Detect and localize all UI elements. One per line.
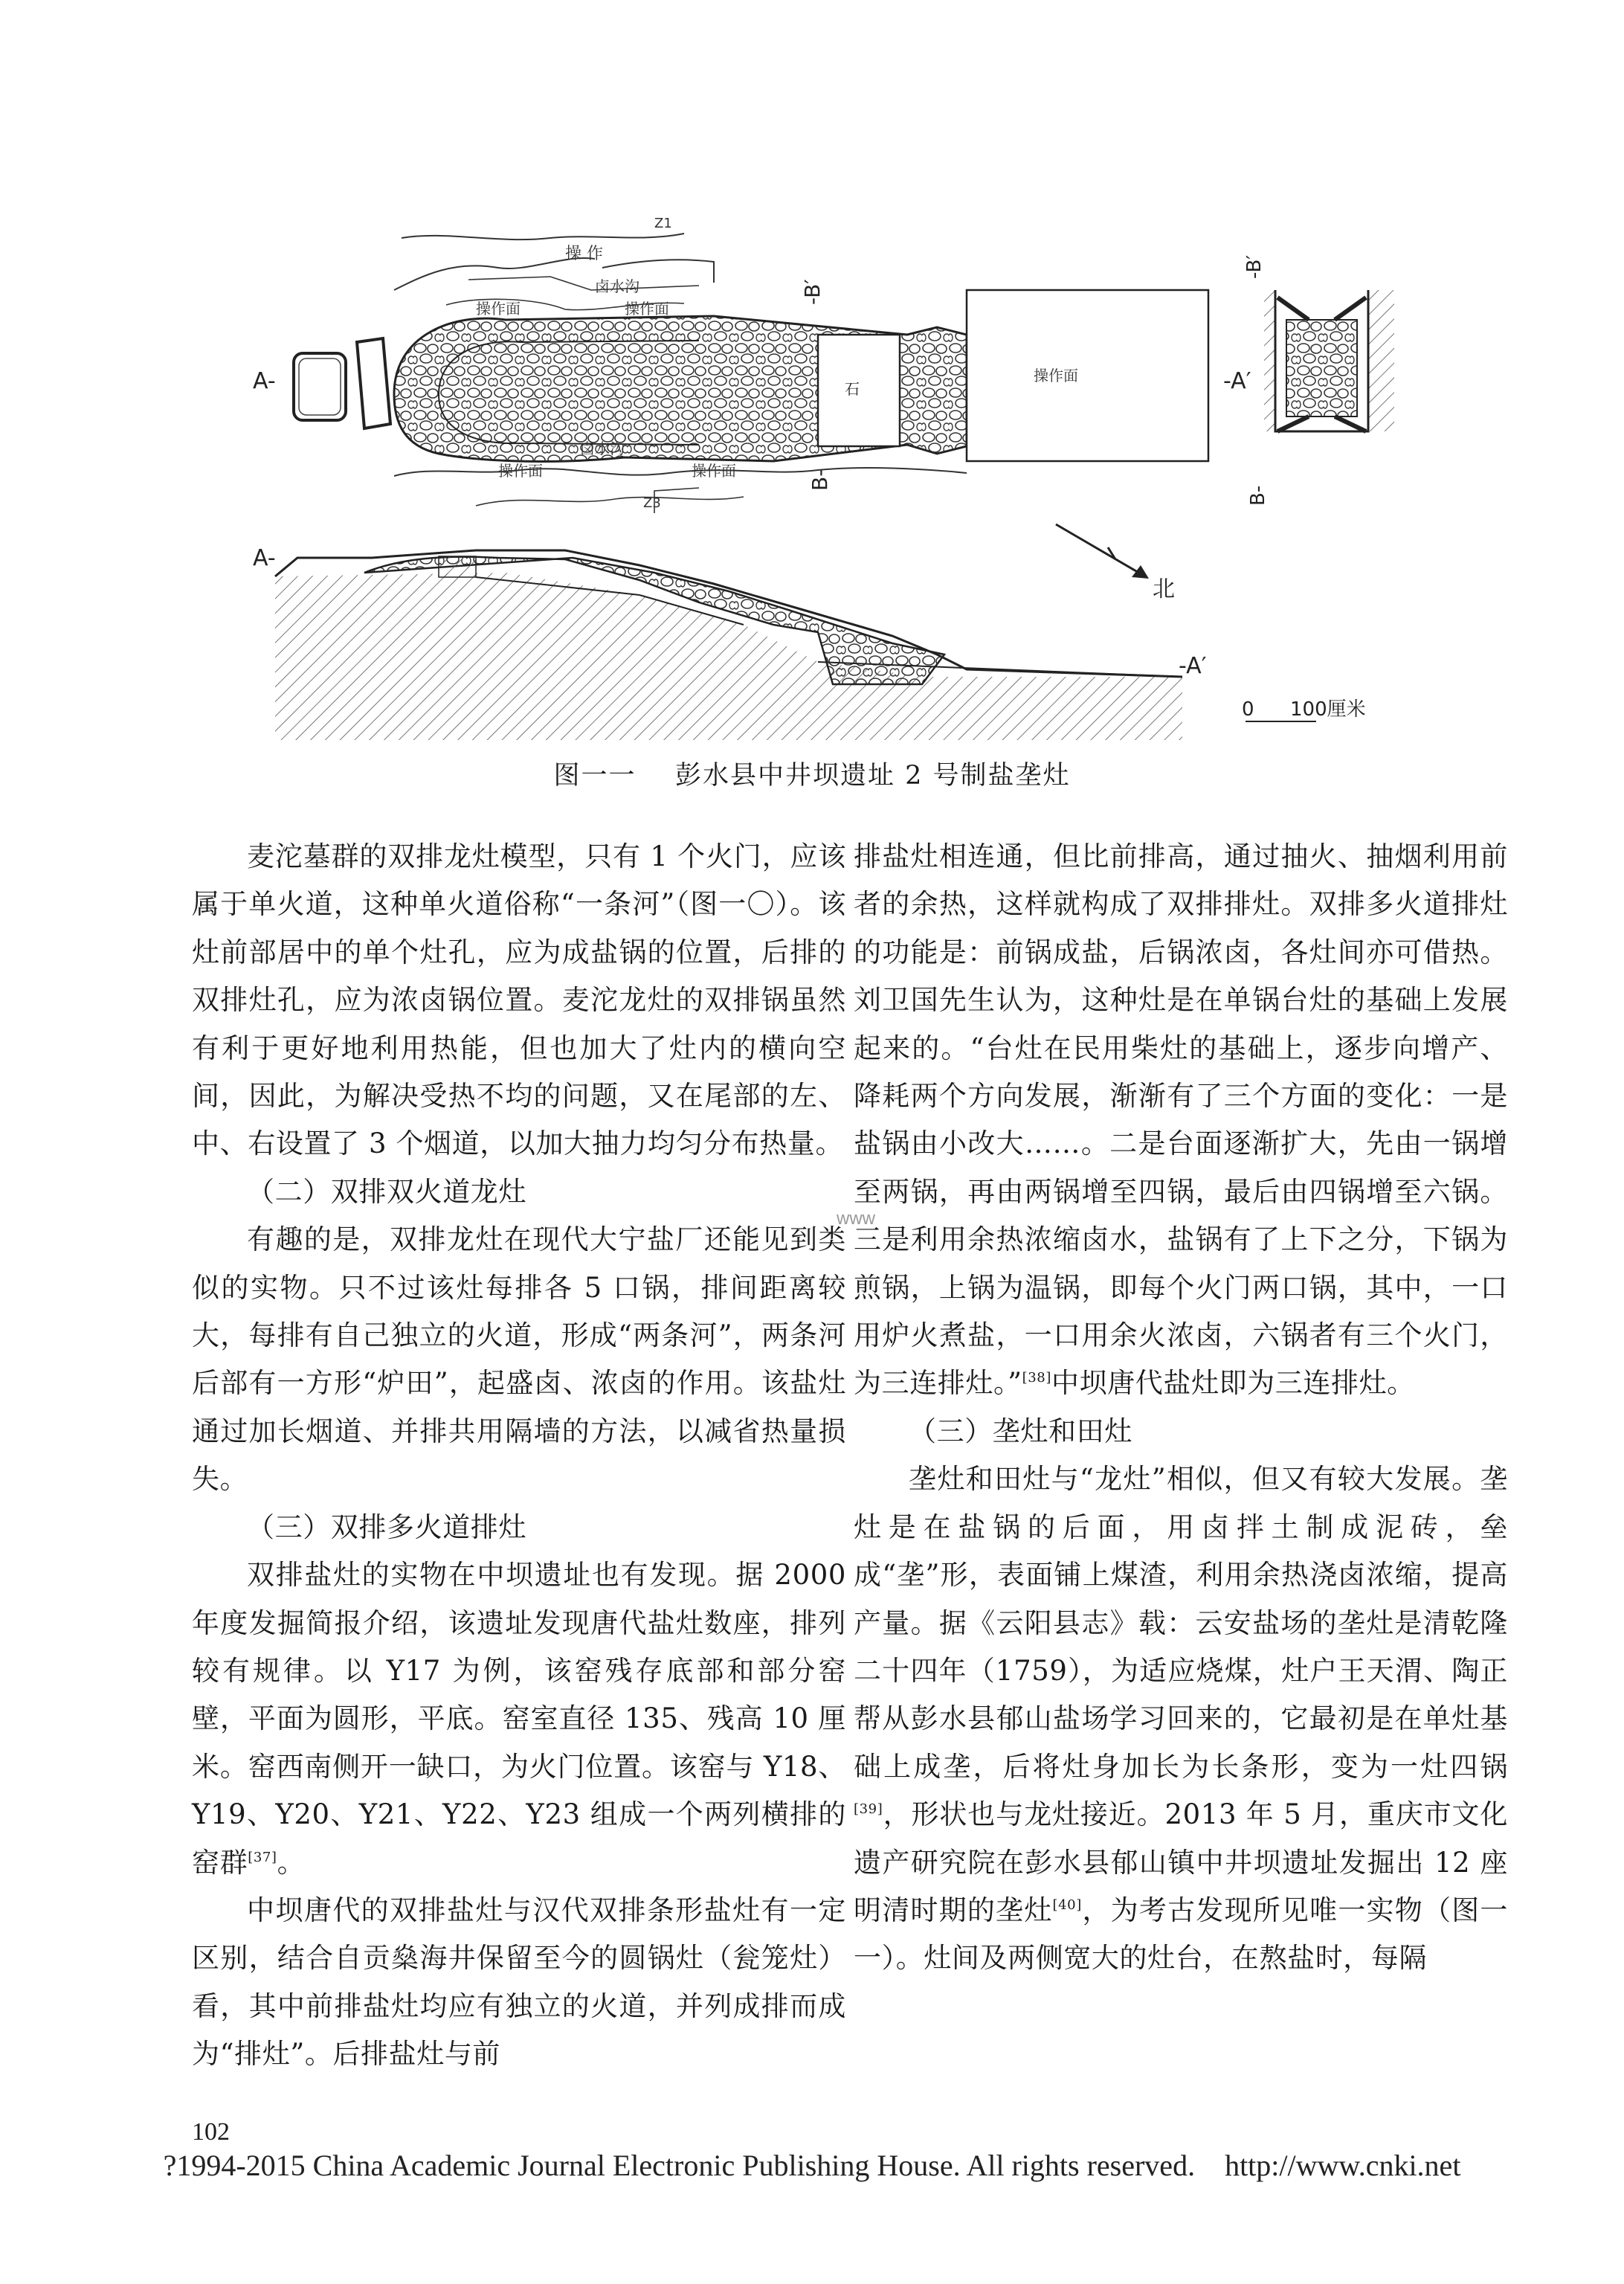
label-b-bottom: B- bbox=[808, 469, 832, 491]
paragraph-tail: ，为考古发现所见唯一实物（图一一）。灶间及两侧宽大的灶台，在熬盐时，每隔 bbox=[854, 1894, 1509, 1975]
label-brine-top: 卤水沟 bbox=[595, 277, 639, 295]
label-op-right-bottom: 操作面 bbox=[692, 462, 736, 480]
section-label-a-right: -A′ bbox=[1179, 653, 1207, 679]
citation-ref: [38] bbox=[1022, 1370, 1051, 1386]
label-b-sec-top: -B′ bbox=[1243, 254, 1266, 279]
stone-mark: 石 bbox=[845, 380, 860, 398]
label-z3: Z3 bbox=[643, 495, 661, 511]
label-op-right-top: 操作面 bbox=[625, 300, 669, 318]
north-arrow bbox=[1056, 524, 1175, 602]
label-b-sec-bottom: B- bbox=[1247, 485, 1269, 506]
north-label: 北 bbox=[1153, 576, 1175, 602]
label-a-right: -A′ bbox=[1223, 368, 1251, 394]
paragraph-text: 双排盐灶的实物在中坝遗址也有发现。据 2000 年度发掘简报介绍，该遗址发现唐代盐灶数座，排列较有规律。以 Y17 为例，该窑残存底部和部分窑壁，平面为圆形，平底。窑室直径 135、残高 10 厘米。窑西南侧开一缺口，为火门位置。该窑与 Y18、Y19、Y20、Y21、Y22、Y23 组成一个两列横排的窑群 bbox=[192, 1559, 846, 1879]
label-z1: Z1 bbox=[654, 216, 672, 231]
citation-ref: [39] bbox=[854, 1801, 883, 1818]
label-a-left: A- bbox=[253, 368, 276, 394]
plan-view bbox=[253, 216, 1251, 513]
paragraph-tail: 中坝唐代盐灶即为三连排灶。 bbox=[1051, 1367, 1415, 1400]
paragraph: 中坝唐代的双排盐灶与汉代双排条形盐灶有一定区别，结合自贡燊海井保留至今的圆锅灶（瓮笼灶）看，其中前排盐灶均应有独立的火道，并列成排而成为“排灶”。后排盐灶与前 bbox=[192, 1894, 846, 2071]
paragraph-text: 垄灶和田灶与“龙灶”相似，但又有较大发展。垄灶是在盐锅的后面，用卤拌土制成泥砖，垒成“垄”形，表面铺上煤渣，利用余热浇卤浓缩，提高产量。据《云阳县志》载：云安盐场的垄灶是清乾隆二十四年（1759），为适应烧煤，灶户王天渭、陶正帮从彭水县郁山盐场学习回来的，它最初是在单灶基础上成垄，后将灶身加长为长条形，变为一灶四锅 bbox=[854, 1463, 1508, 1783]
left-column bbox=[192, 833, 846, 2079]
section-heading: （二）双排双火道龙灶 bbox=[247, 1175, 526, 1208]
section-label-a-left: A- bbox=[253, 545, 276, 571]
paragraph bbox=[854, 833, 1508, 1408]
scale-zero: 0 bbox=[1242, 698, 1254, 721]
citation-ref: [37] bbox=[248, 1849, 277, 1865]
right-column bbox=[854, 833, 1508, 1983]
scale-text: 100厘米 bbox=[1290, 698, 1366, 721]
paragraph: 有趣的是，双排龙灶在现代大宁盐厂还能见到类似的实物。只不过该灶每排各 5 口锅，排间距离较大，每排有自己独立的火道，形成“两条河”，两条河后部有一方形“炉田”，起盛卤、浓卤的作用。该盐灶通过加长烟道、并排共用隔墙的方法，以减省热量损失。 bbox=[192, 1223, 846, 1496]
copyright-footer: ?1994-2015 China Academic Journal Electronic Publishing House. All rights reserved. http://www.cnki.net bbox=[163, 2149, 1461, 2182]
longitudinal-section bbox=[253, 545, 1207, 740]
figure-drawing bbox=[253, 208, 1428, 740]
paragraph-tail: 。 bbox=[277, 1846, 306, 1879]
paragraph bbox=[854, 1455, 1508, 1982]
paragraph-text: 排盐灶相连通，但比前排高，通过抽火、抽烟利用前者的余热，这样就构成了双排排灶。双排多火道排灶的功能是：前锅成盐，后锅浓卤，各灶间亦可借热。刘卫国先生认为，这种灶是在单锅台灶的基础上发展起来的。“台灶在民用柴灶的基础上，逐步向增产、降耗两个方向发展，渐渐有了三个方面的变化：一是盐锅由小改大……。二是台面逐渐扩大，先由一锅增至两锅，再由两锅增至四锅，最后由四锅增至六锅。三是利用余热浓缩卤水，盐锅有了上下之分，下锅为煎锅，上锅为温锅，即每个火门两口锅，其中，一口用炉火煮盐，一口用余火浓卤，六锅者有三个火门，为三连排灶。” bbox=[854, 840, 1508, 1400]
label-brine-bottom: 卤水沟 bbox=[580, 440, 625, 457]
label-op-left-bottom: 操作面 bbox=[498, 462, 543, 480]
label-b-top: -B′ bbox=[800, 279, 825, 305]
paragraph-tail: ，形状也与龙灶接近。2013 年 5 月，重庆市文化遗产研究院在彭水县郁山镇中井坝遗址发掘出 12 座明清时期的垄灶 bbox=[854, 1798, 1508, 1926]
kiln-plan-and-section bbox=[253, 208, 1428, 740]
label-op-block: 操作面 bbox=[1034, 367, 1078, 385]
watermark: www bbox=[837, 1209, 875, 1229]
scale-bar bbox=[1242, 698, 1366, 721]
paragraph: 麦沱墓群的双排龙灶模型，只有 1 个火门，应该属于单火道，这种单火道俗称“一条河”（图一〇）。该灶前部居中的单个灶孔，应为成盐锅的位置，后排的双排灶孔，应为浓卤锅位置。麦沱龙灶的双排锅虽然有利于更好地利用热能，但也加大了灶内的横向空间，因此，为解决受热不均的问题，又在尾部的左、中、右设置了 3 个烟道，以加大抽力均匀分布热量。 bbox=[192, 840, 846, 1160]
figure-caption: 图一一 彭水县中井坝遗址 2 号制盐垄灶 bbox=[553, 761, 1071, 791]
label-operation-top: 操 作 bbox=[565, 245, 603, 263]
label-op-left-top: 操作面 bbox=[476, 300, 521, 318]
page-number: 102 bbox=[192, 2118, 230, 2146]
section-heading: （三）垄灶和田灶 bbox=[909, 1415, 1132, 1447]
citation-ref: [40] bbox=[1052, 1897, 1082, 1913]
b-section bbox=[1243, 255, 1394, 506]
paragraph bbox=[192, 1551, 846, 1887]
section-heading: （三）双排多火道排灶 bbox=[247, 1511, 526, 1543]
